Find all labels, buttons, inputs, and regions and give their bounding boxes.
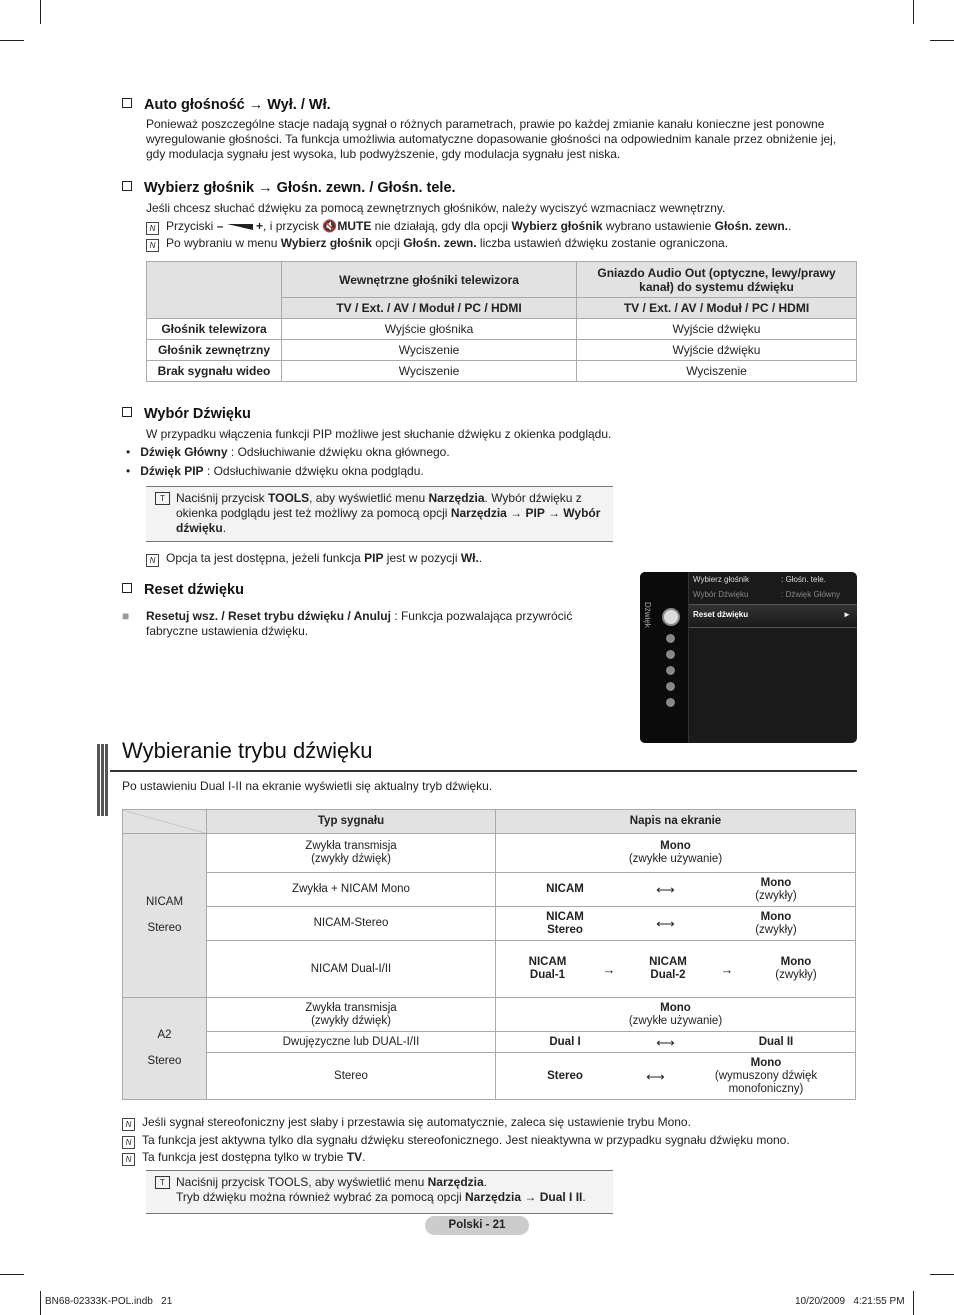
osd-item-label: Wybierz głośnik bbox=[693, 575, 749, 584]
note-icon: N bbox=[146, 222, 159, 235]
heading-bar-decoration bbox=[97, 744, 109, 816]
crop-mark bbox=[0, 40, 24, 41]
cell bbox=[496, 998, 856, 1032]
note bbox=[146, 236, 856, 252]
t: Dual-1 bbox=[529, 969, 566, 981]
t: NICAM bbox=[649, 956, 687, 968]
note-icon: N bbox=[146, 554, 159, 567]
t: – bbox=[216, 219, 227, 233]
mute-icon: 🔇 bbox=[322, 219, 338, 233]
heading-rule bbox=[110, 770, 857, 772]
bidirectional-arrow-icon: ⟷ bbox=[656, 882, 675, 897]
t: , i przycisk bbox=[263, 219, 323, 233]
t: Stereo bbox=[547, 1069, 583, 1082]
note-icon: N bbox=[122, 1136, 135, 1149]
t: Narzędzia bbox=[427, 1175, 484, 1189]
cell: Stereo bbox=[207, 1053, 496, 1100]
table-row bbox=[123, 907, 856, 941]
bidirectional-arrow-icon: ⟷ bbox=[646, 1068, 665, 1084]
bullet: • Dźwięk Główny : Odsłuchiwanie dźwięku okna głównego. bbox=[126, 445, 450, 459]
osd-side-label bbox=[643, 602, 652, 614]
cell: Wyjście dźwięku bbox=[577, 340, 857, 361]
cell: Wyjście dźwięku bbox=[577, 319, 857, 340]
t bbox=[731, 877, 821, 903]
volume-ramp-icon bbox=[227, 224, 253, 230]
bidirectional-arrow-icon: ⟷ bbox=[656, 1034, 675, 1050]
row-label: Brak sygnału wideo bbox=[147, 361, 282, 382]
t: TV bbox=[346, 1150, 363, 1164]
cell: NICAM Dual-I/II bbox=[207, 941, 496, 998]
t: PIP bbox=[364, 551, 384, 565]
t: , aby wyświetlić menu bbox=[309, 491, 429, 505]
paragraph: Ponieważ poszczególne stacje nadają sygnał o różnych parametrach, prawie po każdej zmianie kanału konieczne jest ponowne wyregulowanie głośności. Ta funkcja umożliwia automatyczne dopasowanie głośności na odpowiednim kanale przez obniżenie jej, gdy modulacja sygnału jest wysoka, lub podwyższenie, gdy modulacja sygnału jest niska. bbox=[146, 117, 837, 161]
table-header: Gniazdo Audio Out (optyczne, lewy/prawy kanał) do systemu dźwięku bbox=[577, 262, 857, 298]
t: Wybierz głośnik bbox=[280, 236, 372, 250]
arrow-right-icon: → bbox=[602, 961, 616, 977]
section-title-text: Wybór Dźwięku bbox=[144, 406, 251, 422]
osd-item-value: : Głośn. tele. bbox=[781, 575, 826, 584]
t: . bbox=[582, 1190, 586, 1204]
table-row bbox=[147, 340, 857, 361]
crop-mark bbox=[0, 1274, 24, 1275]
osd-sidebar bbox=[640, 572, 688, 743]
t: Stereo bbox=[547, 923, 583, 936]
t: Dual II bbox=[758, 1035, 794, 1048]
note-icon: N bbox=[122, 1153, 135, 1166]
t: NICAM bbox=[546, 910, 584, 923]
t: Jeśli sygnał stereofoniczny jest słaby i przestawia się automatycznie, zaleca się ustawienie trybu Mono. bbox=[142, 1115, 691, 1129]
setup-icon bbox=[666, 650, 675, 659]
t: Resetuj wsz. / Reset trybu dźwięku / Anuluj bbox=[146, 609, 391, 623]
footer-date: 10/20/2009 4:21:55 PM bbox=[795, 1296, 905, 1307]
t: MUTE bbox=[337, 219, 372, 233]
square-bullet-icon: ■ bbox=[122, 609, 130, 623]
note-icon: N bbox=[122, 1118, 135, 1131]
section-title-text: Reset dźwięku bbox=[144, 582, 244, 598]
t: Mono bbox=[750, 1056, 782, 1069]
note bbox=[146, 551, 626, 567]
t: (zwykły) bbox=[755, 923, 797, 936]
intro: Po ustawieniu Dual I-II na ekranie wyświetli się aktualny tryb dźwięku. bbox=[122, 779, 493, 793]
input-icon bbox=[666, 666, 675, 675]
bullet: • Dźwięk PIP : Odsłuchiwanie dźwięku okna podglądu. bbox=[126, 464, 424, 478]
note bbox=[122, 1133, 852, 1149]
t: Opcja ta jest dostępna, jeżeli funkcja bbox=[166, 551, 365, 565]
section-title-text: Wybierz głośnik → Głośn. zewn. / Głośn. tele. bbox=[144, 180, 456, 196]
table-corner bbox=[147, 262, 282, 319]
divider bbox=[688, 572, 689, 743]
t: Wł. bbox=[460, 551, 479, 565]
crop-mark bbox=[913, 0, 914, 24]
row-label: Głośnik zewnętrzny bbox=[147, 340, 282, 361]
t: liczba ustawień dźwięku zostanie ograniczona. bbox=[476, 236, 729, 250]
tools-box bbox=[146, 1170, 613, 1214]
t: (zwykły) bbox=[775, 969, 817, 981]
t: Po wybraniu w menu bbox=[166, 236, 281, 250]
cell: Zwykła transmisja (zwykły dźwięk) bbox=[207, 998, 496, 1032]
t: : Odsłuchiwanie dźwięku okna głównego. bbox=[227, 445, 450, 459]
paragraph: Jeśli chcesz słuchać dźwięku za pomocą zewnętrznych głośników, należy wyciszyć wzmacniacz wewnętrzny. bbox=[146, 201, 726, 215]
table-subheader: TV / Ext. / AV / Moduł / PC / HDMI bbox=[577, 298, 857, 319]
section-title-auto-volume bbox=[122, 97, 331, 113]
t: Narzędzia → Dual I II bbox=[465, 1190, 583, 1204]
t: nie działają, gdy dla opcji bbox=[371, 219, 512, 233]
t bbox=[515, 956, 580, 982]
paragraph bbox=[146, 609, 606, 639]
group-label bbox=[123, 834, 207, 998]
t: A2 bbox=[157, 1029, 172, 1041]
tools-box bbox=[146, 486, 613, 542]
osd-item-value: : Dźwięk Główny bbox=[781, 590, 841, 599]
t: Głośn. zewn. bbox=[714, 219, 788, 233]
table-header: Wewnętrzne głośniki telewizora bbox=[282, 262, 577, 298]
t: Mono bbox=[780, 956, 812, 968]
t: . bbox=[478, 551, 483, 565]
cell bbox=[496, 907, 856, 941]
cell bbox=[496, 941, 856, 998]
group-label bbox=[123, 998, 207, 1100]
t: . Wybór dźwięku z okienka podglądu jest też możliwy za pomocą opcji bbox=[176, 491, 582, 520]
picture-icon bbox=[666, 634, 675, 643]
row-label: Głośnik telewizora bbox=[147, 319, 282, 340]
page-heading: Wybieranie trybu dźwięku bbox=[122, 738, 373, 763]
table-row bbox=[147, 361, 857, 382]
checkbox-bullet-icon bbox=[122, 407, 132, 417]
table-row bbox=[123, 998, 856, 1032]
cell: Dwujęzyczne lub DUAL-I/II bbox=[207, 1032, 496, 1053]
t: Ta funkcja jest aktywna tylko dla sygnału dźwięku stereofonicznego. Jest nieaktywna w przypadku sygnału dźwięku mono. bbox=[142, 1133, 790, 1147]
osd-item-label: Wybór Dźwięku bbox=[693, 590, 749, 599]
paragraph: W przypadku włączenia funkcji PIP możliwe jest słuchanie dźwięku z okienka podglądu. bbox=[146, 427, 612, 441]
sound-icon bbox=[662, 608, 680, 626]
table-corner bbox=[123, 810, 207, 834]
t: Stereo bbox=[147, 922, 182, 934]
osd-item-label: Reset dźwięku bbox=[693, 610, 749, 619]
t: Ta funkcja jest dostępna tylko w trybie bbox=[142, 1150, 347, 1164]
cell: Wyciszenie bbox=[282, 340, 577, 361]
t: jest w pozycji bbox=[383, 551, 461, 565]
table-row bbox=[147, 319, 857, 340]
t: Narzędzia bbox=[428, 491, 485, 505]
t: Wybierz głośnik bbox=[511, 219, 603, 233]
cell bbox=[496, 873, 856, 907]
cell: Wyciszenie bbox=[282, 361, 577, 382]
t: opcji bbox=[371, 236, 404, 250]
t: Dźwięk Główny bbox=[140, 445, 228, 459]
arrow-right-icon: ► bbox=[843, 610, 851, 619]
t: TOOLS bbox=[268, 491, 310, 505]
section-title-sound-select bbox=[122, 406, 251, 422]
crop-mark bbox=[913, 1291, 914, 1315]
table-subheader: TV / Ext. / AV / Moduł / PC / HDMI bbox=[282, 298, 577, 319]
crop-mark bbox=[930, 1274, 954, 1275]
tools-icon: T bbox=[155, 1176, 170, 1189]
note bbox=[122, 1150, 852, 1166]
note-icon: N bbox=[146, 239, 159, 252]
t: NICAM bbox=[528, 956, 567, 968]
cell: Zwykła + NICAM Mono bbox=[207, 873, 496, 907]
t: (zwykłe używanie) bbox=[628, 1014, 723, 1027]
t: (zwykły) bbox=[755, 889, 797, 902]
t: : Odsłuchiwanie dźwięku okna podglądu. bbox=[203, 464, 424, 478]
note bbox=[146, 219, 856, 235]
bidirectional-arrow-icon: ⟷ bbox=[656, 916, 675, 931]
t: . bbox=[483, 1175, 488, 1189]
application-icon bbox=[666, 682, 675, 691]
table-row bbox=[123, 834, 856, 873]
sound-mode-table bbox=[122, 809, 856, 1100]
cell bbox=[496, 834, 856, 873]
speaker-table bbox=[146, 261, 857, 382]
table-header: Napis na ekranie bbox=[496, 810, 856, 834]
t: Tryb dźwięku można również wybrać za pomocą opcji bbox=[176, 1190, 466, 1204]
checkbox-bullet-icon bbox=[122, 98, 132, 108]
t: Mono bbox=[760, 876, 792, 889]
crop-mark bbox=[930, 40, 954, 41]
t: wybrano ustawienie bbox=[602, 219, 715, 233]
tools-icon: T bbox=[155, 492, 170, 505]
t: Mono bbox=[660, 840, 691, 852]
t: : Funkcja pozwalająca przywrócić fabryczne ustawienia dźwięku. bbox=[146, 609, 573, 638]
table-header: Typ sygnału bbox=[207, 810, 496, 834]
t: (zwykłe używanie) bbox=[628, 853, 723, 865]
section-title-text: Auto głośność → Wył. / Wł. bbox=[144, 97, 331, 113]
t: . bbox=[222, 521, 227, 535]
table-row bbox=[123, 1032, 856, 1053]
osd-menu-screenshot bbox=[640, 572, 857, 743]
cell: Wyjście głośnika bbox=[282, 319, 577, 340]
t bbox=[711, 1057, 821, 1096]
t bbox=[638, 956, 698, 982]
t: Mono bbox=[760, 910, 792, 923]
t: . bbox=[787, 219, 792, 233]
note bbox=[122, 1115, 852, 1131]
t: NICAM bbox=[145, 896, 184, 908]
section-title-speaker bbox=[122, 180, 456, 196]
crop-mark bbox=[40, 0, 41, 24]
cell bbox=[496, 1032, 856, 1053]
t: Dual I bbox=[549, 1035, 581, 1048]
t: + bbox=[252, 219, 264, 233]
t: Głośn. zewn. bbox=[403, 236, 477, 250]
t: Naciśnij przycisk TOOLS, aby wyświetlić menu bbox=[176, 1175, 428, 1189]
arrow-right-icon: → bbox=[720, 961, 734, 977]
table-row bbox=[123, 873, 856, 907]
t: . bbox=[362, 1150, 366, 1164]
cell bbox=[496, 1053, 856, 1100]
support-icon bbox=[666, 698, 675, 707]
t: Przyciski bbox=[166, 219, 214, 233]
t bbox=[731, 911, 821, 937]
checkbox-bullet-icon bbox=[122, 181, 132, 191]
t: Dual-2 bbox=[650, 969, 686, 981]
t: Narzędzia → PIP → Wybór dźwięku bbox=[176, 506, 601, 535]
t: Dźwięk PIP bbox=[140, 464, 204, 478]
crop-mark bbox=[40, 1291, 41, 1315]
checkbox-bullet-icon bbox=[122, 583, 132, 593]
page-number: Polski - 21 bbox=[425, 1216, 529, 1235]
t: Naciśnij przycisk bbox=[176, 491, 269, 505]
table-row bbox=[123, 941, 856, 998]
cell: Wyciszenie bbox=[577, 361, 857, 382]
t: NICAM bbox=[546, 883, 584, 895]
t: Mono bbox=[660, 1001, 691, 1014]
section-title-reset bbox=[122, 582, 244, 598]
t: Stereo bbox=[147, 1055, 182, 1067]
footer-file: BN68-02333K-POL.indb 21 bbox=[45, 1296, 173, 1307]
t: (wymuszony dźwięk monofoniczny) bbox=[714, 1069, 818, 1095]
cell: NICAM-Stereo bbox=[207, 907, 496, 941]
t bbox=[530, 911, 600, 937]
cell: Zwykła transmisja (zwykły dźwięk) bbox=[207, 834, 496, 873]
t bbox=[756, 956, 836, 982]
table-row bbox=[123, 1053, 856, 1100]
